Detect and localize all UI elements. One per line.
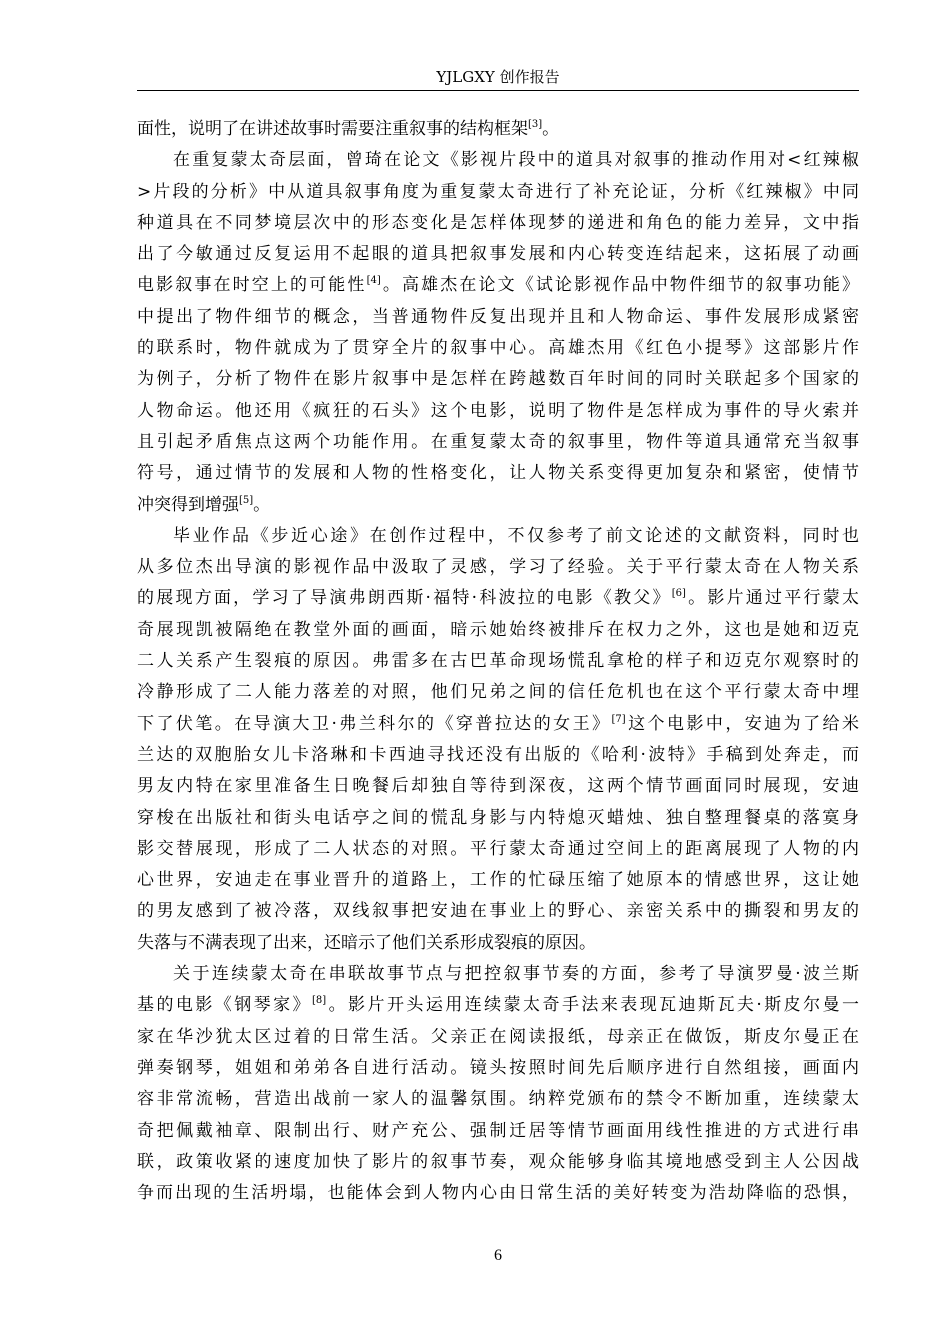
text-line [137,959,859,990]
text-line [137,1084,859,1115]
line-text: 争而出现的生活坍塌，也能体会到人物内心由日常生活的美好转变为浩劫降临的恐惧， [137,1183,859,1204]
citation-marker: [5] [239,494,254,506]
line-text: 冷静形成了二人能力落差的对照，他们兄弟之间的信任危机也在这个平行蒙太奇中埋 [137,682,859,703]
text-line [137,145,859,176]
citation-marker: [3] [528,119,543,130]
text-line [137,427,859,458]
line-text-continued: 。 [253,494,271,515]
body-text [137,114,859,1209]
text-line [137,928,859,959]
citation-marker: [4] [366,275,381,287]
text-line [137,333,859,364]
text-line [137,896,859,927]
citation-marker: [8] [312,995,327,1007]
line-text: 奇把佩戴袖章、限制出行、财产充公、强制迁居等情节画面用线性推进的方式进行串 [137,1120,859,1141]
header-divider [137,90,859,91]
line-text: 的展现方面，学习了导演弗朗西斯·福特·科波拉的电影《教父》 [137,588,672,609]
line-text: 种道具在不同梦境层次中的形态变化是怎样体现梦的递进和角色的能力差异，文中指 [137,212,859,233]
line-text: 为例子，分析了物件在影片叙事中是怎样在跨越数百年时间的同时关联起多个国家的 [137,369,859,390]
line-text: 关于连续蒙太奇在串联故事节点与把控叙事节奏的方面，参考了导演罗曼·波兰斯 [173,964,859,985]
citation-marker: [7] [611,713,626,725]
line-text: 从多位杰出导演的影视作品中汲取了灵感，学习了经验。关于平行蒙太奇在人物关系 [137,557,859,578]
line-text: 出了今敏通过反复运用不起眼的道具把叙事发展和内心转变连结起来，这拓展了动画 [137,244,859,265]
text-line [137,270,859,301]
text-line [137,177,859,208]
line-text: 下了伏笔。在导演大卫·弗兰科尔的《穿普拉达的女王》 [137,713,612,734]
line-text: 在重复蒙太奇层面，曾琦在论文《影视片段中的道具对叙事的推动作用对<红辣椒 [173,150,859,171]
line-text: 电影叙事在时空上的可能性 [137,275,367,296]
text-line [137,208,859,239]
line-text: 面性，说明了在讲述故事时需要注重叙事的结构框架 [137,119,528,139]
text-line [137,834,859,865]
text-line [137,677,859,708]
line-text-continued: 。高雄杰在论文《试论影视作品中物件细节的叙事功能》 [380,275,859,296]
text-line [137,552,859,583]
line-text: 家在华沙犹太区过着的日常生活。父亲正在阅读报纸，母亲正在做饭，斯皮尔曼正在 [137,1026,859,1047]
line-text-continued: 。影片开头运用连续蒙太奇手法来表现瓦迪斯瓦夫·斯皮尔曼一 [326,995,859,1016]
line-text: 的联系时，物件就成为了贯穿全片的叙事中心。高雄杰用《红色小提琴》这部影片作 [137,338,859,359]
text-line [137,709,859,740]
text-line [137,646,859,677]
page-header: YJLGXY 创作报告 [436,68,560,86]
text-line [137,239,859,270]
line-text: 二人关系产生裂痕的原因。弗雷多在古巴革命现场慌乱拿枪的样子和迈克尔观察时的 [137,651,859,672]
line-text: 基的电影《钢琴家》 [137,995,312,1016]
text-line [137,1053,859,1084]
line-text: 且引起矛盾焦点这两个功能作用。在重复蒙太奇的叙事里，物件等道具通常充当叙事 [137,431,859,452]
line-text: 容非常流畅，营造出战前一家人的温馨氛围。纳粹党颁布的禁令不断加重，连续蒙太 [137,1089,859,1110]
line-text: 影交替展现，形成了二人状态的对照。平行蒙太奇通过空间上的距离展现了人物的内 [137,838,859,859]
line-text: 毕业作品《步近心途》在创作过程中，不仅参考了前文论述的文献资料，同时也 [173,525,859,546]
line-text: 联，政策收紧的速度加快了影片的叙事节奏，观众能够身临其境地感受到主人公因战 [137,1151,859,1172]
line-text: 兰达的双胞胎女儿卡洛琳和卡西迪寻找还没有出版的《哈利·波特》手稿到处奔走，而 [137,744,859,765]
line-text: 中提出了物件细节的概念，当普通物件反复出现并且和人物命运、事件发展形成紧密 [137,306,859,327]
line-text: >片段的分析》中从道具叙事角度为重复蒙太奇进行了补充论证，分析《红辣椒》中同 [137,181,859,202]
text-line [137,302,859,333]
page-number: 6 [494,1247,502,1264]
text-line [137,1022,859,1053]
text-line [137,1178,859,1209]
line-text: 心世界，安迪走在事业晋升的道路上，工作的忙碌压缩了她原本的情感世界，这让她 [137,870,859,891]
line-text: 失落与不满表现了出来，还暗示了他们关系形成裂痕的原因。 [137,932,596,953]
text-line [137,1147,859,1178]
text-line [137,396,859,427]
line-text: 穿梭在出版社和街头电话亭之间的慌乱身影与内特熄灭蜡烛、独自整理餐桌的落寞身 [137,807,859,828]
text-line [137,740,859,771]
line-text: 的男友感到了被冷落，双线叙事把安迪在事业上的野心、亲密关系中的撕裂和男友的 [137,901,859,922]
text-line [137,114,859,145]
text-line [137,490,859,521]
text-line [137,803,859,834]
text-line [137,771,859,802]
text-line [137,865,859,896]
line-text: 人物命运。他还用《疯狂的石头》这个电影，说明了物件是怎样成为事件的导火索并 [137,400,859,421]
text-line [137,364,859,395]
text-line [137,1116,859,1147]
line-text: 符号，通过情节的发展和人物的性格变化，让人物关系变得更加复杂和紧密，使情节 [137,463,859,484]
text-line [137,990,859,1021]
line-text: 弹奏钢琴，姐姐和弟弟各自进行活动。镜头按照时间先后顺序进行自然组接，画面内 [137,1057,859,1078]
citation-marker: [6] [671,588,686,600]
line-text-continued: 。 [542,119,560,139]
line-text: 冲突得到增强 [137,494,239,515]
line-text-continued: 这个电影中，安迪为了给米 [625,713,859,734]
text-line [137,615,859,646]
text-line [137,583,859,614]
line-text: 男友内特在家里准备生日晚餐后却独自等待到深夜，这两个情节画面同时展现，安迪 [137,776,859,797]
text-line [137,458,859,489]
text-line [137,521,859,552]
line-text: 奇展现凯被隔绝在教堂外面的画面，暗示她始终被排斥在权力之外，这也是她和迈克 [137,619,859,640]
line-text-continued: 。影片通过平行蒙太 [685,588,859,609]
